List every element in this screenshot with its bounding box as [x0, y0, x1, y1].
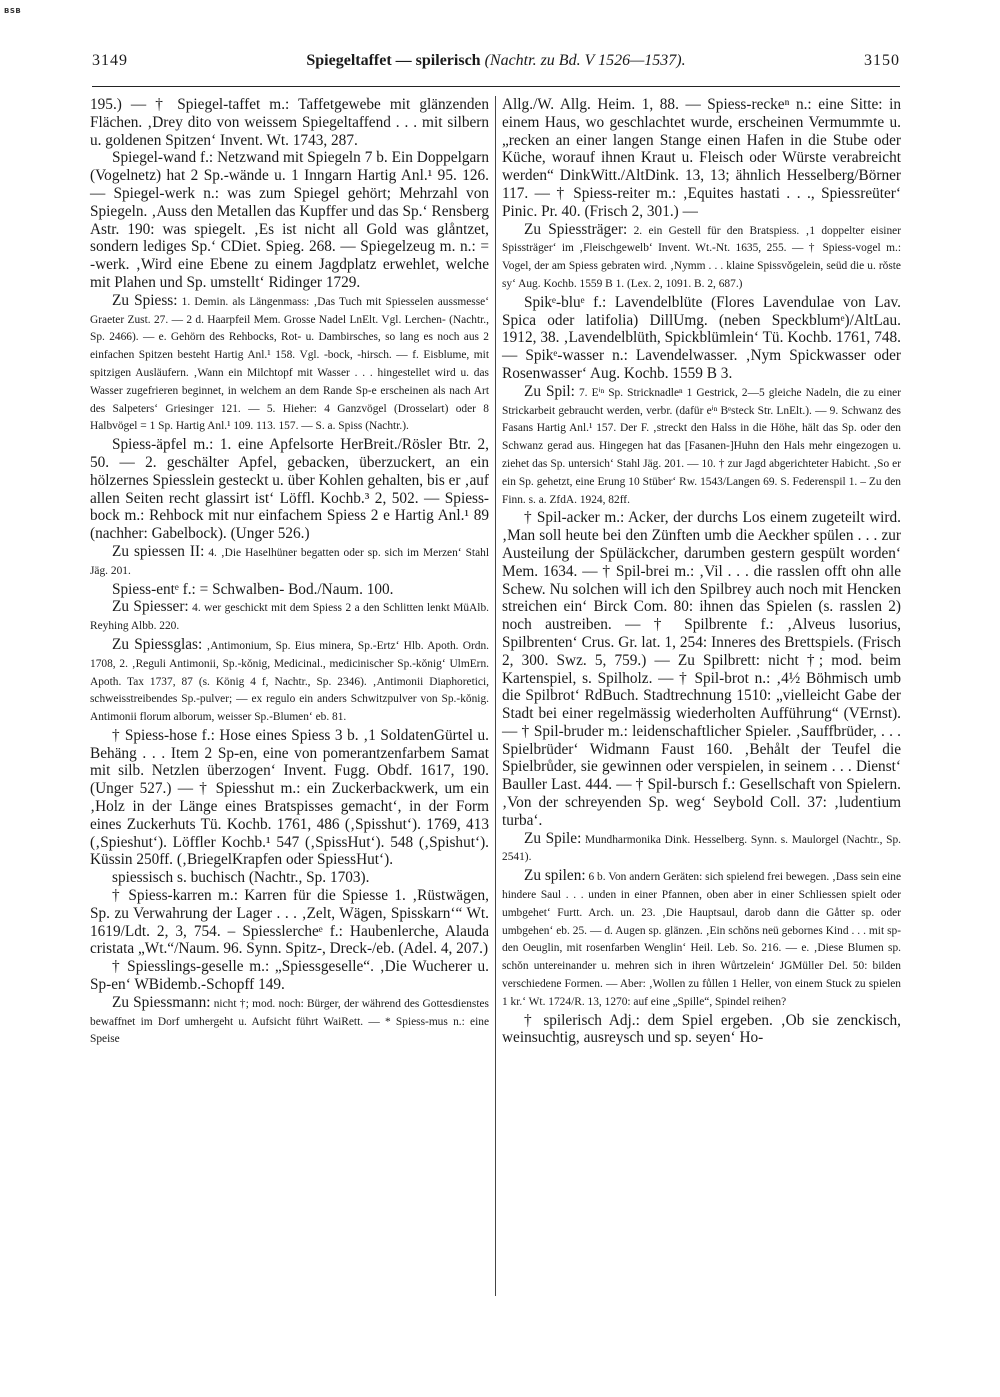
header-rule: [92, 86, 900, 87]
page-number-right: 3150: [864, 52, 900, 69]
entry-text: 2. ein Gestell für den Bratspiess. ‚1 doppelter eisiner Spissträger‘ im ‚Fleischgewelb‘ Invent. Wt.-Nt. 1635, 255. — † Spiess-vogel m.: Vogel, der am Spiess gebraten wird. ‚Nymm . . . klaine Spissvǒgelein, seüd die u. rǒste sy‘ Aug. Kochb. 1559 B 1. (Lex. 2, 1091. B. 2, 687.): [502, 224, 901, 290]
entry-paragraph: † Spiess-hose f.: Hose eines Spiess 3 b. ‚1 SoldatenGürtel u. Behäng . . . Item 2 Sp-en, eine von pomerantzenfarbem Samat mit silb. Netzlen überzogen‘ Invent. Fugg. Obdf. 1617, 190. (Unger 527.) — † Spiesshut m.: ein Zuckerbackwerk, um ein ‚Holz in der Länge eines Bratspisses gemacht‘, in der Form eines Zuckerhuts Tü. Kochb. 1761, 486 (‚Spisshut‘). 1769, 413 (‚Spieshut‘). Löffler Kochb.¹ 547 (‚SpissHut‘). 548 (‚Spishut‘). Küssin 250ff. (‚BriegelKrapfen oder SpiessHut‘).: [90, 726, 489, 869]
entry-paragraph: [502, 383, 901, 510]
entry-paragraph: † Spil-acker m.: Acker, der durchs Los einem zugeteilt wird. ‚Man soll heute bei den Zünften umb die Aeckher spülen . . . zur Austeilung der Spüläckcher, darumben gestern gespült worden‘ Mem. 1634. — † Spil-brei m.: ‚Vil . . . die rasslen offt ohn alle Schew. Nu solchen will ich den Spilbrey auch noch mit Hencken streichen ein‘ Birck Com. 80: ihnen das Spielen (s. rasslen 2) noch austreiben. — † Spilbrente f.: ‚Alveus lusorius, Spilbrenten‘ Crus. Gr. lat. 1, 254: Inneres des Brettspiels. (Frisch 2, 300. Swz. 5, 759.) — Zu Spilbrett: nicht †; mod. beim Kartenspiel, s. Spilholz. — † Spil-brot n.: ‚4½ Böhmisch umb die Spilbrot‘ RdBuch. Stadtrechnung 1510: „vielleicht Gabe der Stadt bei einer regelmässig wiederholten Aufführung“ (VErnst). — † Spil-bruder m.: leidenschaftlicher Spieler. ‚Sauffbrüder, . . . Spielbrüder‘ Widmann Faust 160. ‚Behålt der Teufel die Spielbrůder, sie gewinnen oder verspielen, in seinem . . . Dienst‘ Bauller Last. 444. — † Spil-bursch f.: Gesellschaft von Spielern. ‚Von der schreyenden Sp. weg‘ Seybold Coll. 37: ‚ludentium turba‘.: [502, 509, 901, 829]
entry-paragraph: [90, 292, 489, 436]
entry-lead: Zu Spiesser:: [112, 598, 189, 616]
entry-lead: Zu spiessen II:: [112, 542, 205, 560]
entry-paragraph: † spilerisch Adj.: dem Spiel ergeben. ‚Ob sie zenckisch, weinsuchtig, ausreysch und sp. seyen‘ Ho-: [502, 1011, 901, 1047]
entry-paragraph: spiessisch s. buchisch (Nachtr., Sp. 1703).: [112, 869, 370, 887]
entry-paragraph: 195.) — † Spiegel-taffet m.: Taffetgewebe mit glänzenden Flächen. ‚Drey dito von weissem Spiegeltaffend . . . mit silbern u. goldenen Spitzen‘ Invent. Wt. 1743, 287.: [90, 96, 489, 149]
running-title-subtitle: (Nachtr. zu Bd. V 1526—1537).: [484, 52, 686, 69]
running-title-words: Spiegeltaffet — spilerisch: [306, 52, 481, 69]
entry-paragraph: Spiess-entᵉ f.: = Schwalben- Bod./Naum. 100.: [112, 580, 394, 598]
library-stamp: BSB: [4, 7, 22, 15]
entry-text: ‚Antimonium, Sp. Eius minera, Sp.-Ertz‘ Hlb. Apoth. Ordn. 1708, 2. ‚Reguli Antimonii, Sp.-kǒnig, Medicinal., medicinischer Sp.-kǒnig‘ UlmErn. Apoth. Tax 1737, 87 (s. König 4 f, Nachtr., Sp. 2346). ‚Antimonii Diaphoretici, schweisstreibendes Sp.-pulver; — ex regulo ein anders Schwitzpulver von Sp.-kǒnig. Antimonii florum alborum, weisser Sp.-Blumen‘ eb. 81.: [90, 639, 489, 724]
entry-text: 6 b. Von andern Geräten: sich spielend frei bewegen. ‚Dass sein eine hindere Saul . . . unden in einer Pfannen, oben aber in einer Schliessen spielt oder umbgehet‘ Furtt. Arch. un. 23. ‚Die Hauptsaul, darob dann die Gåtter sp. oder umbgehen‘ eb. 25. — d. Augen sp. glänzen. ‚Ein schǒns neü gebornes Kind . . . mit sp-den Oeuglin, mit rosenfarben Wenglin‘ Heil. Leb. So. 216. — e. ‚Diese Blumen sp. schǒn untereinander u. mehren sich in ihren Wůrtzelein‘ JGMüller Del. 50: bilden verschiedene Formen. — Aber: ‚Wollen zu fůllen 1 Heller, von einem Stuck zu spielen 1 kr.‘ Wt. 1724/R. 13, 1270: auf eine „Spille“, Spindel reihen?: [502, 871, 901, 1008]
entry-text: nicht †; mod. noch: Bürger, der während des Gottesdienstes bewaffnet im Dorf umhergeht u. Aufsicht führt WaiRett. — * Spiess-mus n.: eine Speise: [90, 997, 489, 1046]
entry-paragraph: [502, 221, 901, 294]
entry-paragraph: Spikᵉ-bluᵉ f.: Lavendelblüte (Flores Lavendulae von Lav. Spica oder latifolia) DillUmg. (neben Speckblumᵉ)/AltLau. 1912, 38. ‚Lavendelblüth, Spickblümlein‘ Tü. Kochb. 1761, 748. — Spikᵉ-wasser n.: Lavendelwasser. ‚Nym Spickwasser oder Rosenwasser‘ Aug. Kochb. 1559 B 3.: [502, 293, 901, 382]
page-header: [92, 52, 900, 74]
entry-paragraph: † Spiesslings-geselle m.: „Spiessgeselle“. ‚Die Wucherer u. Sp-en‘ WBidemb.-Schopff 149.: [90, 958, 489, 994]
entry-paragraph: [90, 636, 489, 727]
entry-paragraph: [502, 830, 901, 868]
entry-paragraph: Spiegel-wand f.: Netzwand mit Spiegeln 7 b. Ein Doppelgarn (Vogelnetz) hat 2 Sp.-wände u. 1 Inngarn Hartig Anl.¹ 95. 126. — Spiegel-werk n.: was zum Spiegel gehört; Mehrzahl von Spiegeln. ‚Auss den Metallen das Kupffer und das Sp.‘ Rensberg Astr. 190: was spiegelt. ‚Es ist nicht all Gold was glåntzet, sondern lediges Sp.‘ CDiet. Spieg. 268. — Spiegelzeug m. n.: = -werk. ‚Wird eine Ebene zu einem Jagdplatz erwehlet, welche mit Plahen und Sp. umstellt‘ Ridinger 1729.: [90, 149, 489, 291]
page-number-left: 3149: [92, 52, 128, 69]
left-column: [90, 96, 489, 1049]
right-column: [502, 96, 901, 1047]
entry-paragraph: [90, 598, 489, 636]
entry-paragraph: † Spiess-karren m.: Karren für die Spiesse 1. ‚Rüstwägen, Sp. zu Verwahrung der Lager . . . ‚Zelt, Wägen, Spisskarn‘“ Wt. 1619/Ldt. 2, 3, 754. – Spiesslercheᵉ f.: Haubenlerche, Alauda cristata „Wt.“/Naum. 96. Synn. Spitz-, Dreck-/eb. (Adel. 4, 207.): [90, 887, 489, 958]
running-title: [92, 52, 900, 70]
entry-lead: Zu Spiess:: [112, 291, 178, 309]
entry-text: 7. Eⁱⁿ Sp. Stricknadleⁿ 1 Gestrick, 2—5 gleiche Nadeln, die zu einer Strickarbeit gebraucht werden, verbr. (dafür eⁱⁿ Bᵉsteck Str. LnElt.). — 9. Schwanz des Fasans Hartig Anl.¹ 157. Der F. ‚streckt den Halss in die Höhe, hält das Sp. oder den Schwanz gerad aus. Hingegen hat das [Fasanen-]Huhn den Hals mehr eingezogen u. ziehet das Sp. untersich‘ Stahl Jäg. 201. — 10. † zur Jagd abgerichteter Habicht. ‚So er ein Sp. gehetzt, eine Erung 10 Stüber‘ Rw. 1543/Langen 69. S. Federenspil 1. – Zu den Finn. s. a. ZfdA. 1924, 82ff.: [502, 386, 901, 506]
entry-lead: Zu Spiessträger:: [524, 220, 628, 238]
entry-paragraph: Allg./W. Allg. Heim. 1, 88. — Spiess-reckeⁿ n.: eine Sitte: in einem Haus, wo geschlachtet wurde, erscheinen Vermummte u. „recken an einer langen Stange einen Hafen in die Stube oder Küche, worauf ihnen Kraut u. Fleisch oder Würste verabreicht werden“ DinkWitt./AltDink. 13, 13; ähnlich Hesselberg/Börner 117. — † Spiess-reiter m.: ‚Equites hastati . . ., Spiessreüter‘ Pinic. Pr. 40. (Frisch 2, 301.) —: [502, 96, 901, 220]
entry-lead: Zu spilen:: [524, 867, 586, 885]
entry-text: Mundharmonika Dink. Hesselberg. Synn. s. Maulorgel (Nachtr., Sp. 2541).: [502, 833, 902, 864]
entry-paragraph: [90, 543, 489, 581]
entry-text: 4. wer geschickt mit dem Spiess 2 a den Schlitten lenkt MüAlb. Reyhing Albb. 220.: [90, 602, 489, 633]
entry-paragraph: Spiess-äpfel m.: 1. eine Apfelsorte HerBreit./Rösler Btr. 2, 50. — 2. geschälter Apfel, gebacken, überzuckert, an ein hölzernes Spiesslein gesteckt u. über Kohlen gehalten, bis er ‚auf allen Seiten recht glassirt ist‘ Löffl. Kochb.³ 2, 502. — Spiess-bock m.: Rehbock mit nur einfachem Spiess 2 e Hartig Anl.¹ 89 (nachher: Gabelbock). (Unger 526.): [90, 436, 489, 543]
entry-lead: Zu Spil:: [524, 382, 575, 400]
entry-paragraph: [90, 994, 489, 1049]
entry-paragraph: [502, 867, 901, 1011]
entry-lead: Zu Spile:: [524, 829, 582, 847]
entry-text: 1. Demin. als Längenmass: ‚Das Tuch mit Spiesselen aussmesse‘ Graeter Zust. 27. — 2 d. Haarpfeil Mem. Grosse Nadel LnElt. Vgl. Lerchen- (Nachtr., Sp. 2466). — e. Gehörn des Rehbocks, Rot- u. Dambirsches, so lang es noch aus 2 einfachen Spitzen besteht Hartig Anl.¹ 158. Vgl. -bock, -hirsch. — f. Eisblume, mit spitzigen Ausläufern. ‚Wann ein Milchtopf mit Wasser . . . hingestellet wird u. das Wasser zugefrieren beginnet, in welchem an dem Rande Sp-e erscheinen als nach Art des Salpeters‘ Griesinger 121. — 5. Hieher: 4 Ganzvögel (Drosselart) oder 8 Halbvögel = 1 Sp. Hartig Anl.¹ 109. 113. 157. — S. a. Spiss (Nachtr.).: [90, 295, 490, 433]
entry-lead: Zu Spiessmann:: [112, 993, 211, 1011]
entry-text: 4. ‚Die Haselhüner begatten oder sp. sich im Merzen‘ Stahl Jäg. 201.: [90, 546, 489, 577]
column-divider: [495, 96, 496, 1296]
entry-lead: Zu Spiessglas:: [112, 635, 203, 653]
